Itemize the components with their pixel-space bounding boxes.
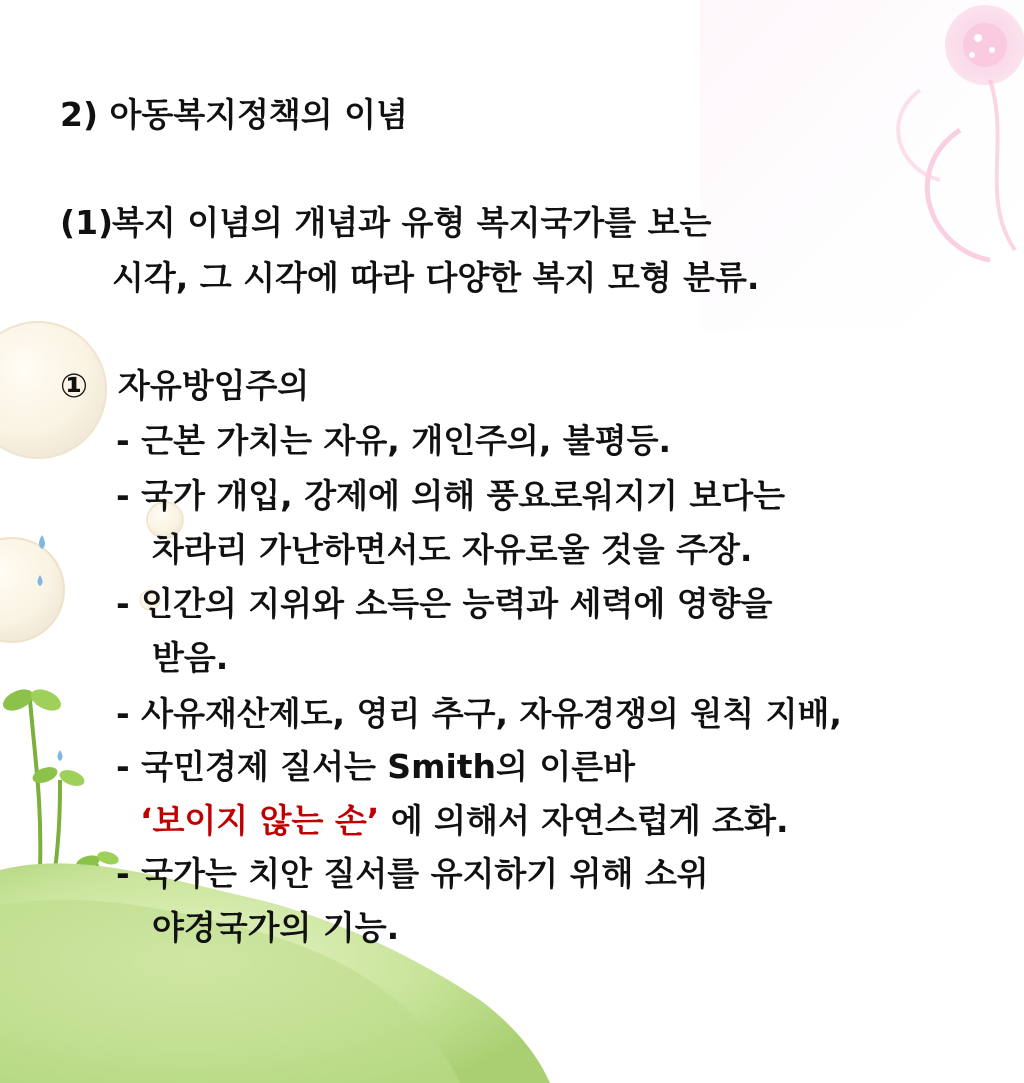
item-title: 자유방임주의 xyxy=(118,366,310,405)
pink-flower-icon xyxy=(945,5,1024,85)
item-marker: ① xyxy=(60,366,88,405)
bullet-values: - 근본 가치는 자유, 개인주의, 불평등. xyxy=(116,421,672,460)
invisible-hand-emphasis: ‘보이지 않는 손’ xyxy=(140,801,380,840)
subsection-marker: (1) xyxy=(60,203,114,242)
bullet-night-watchman-cont: 야경국가의 기능. xyxy=(152,908,400,947)
subsection-line-2: 시각, 그 시각에 따라 다양한 복지 모형 분류. xyxy=(112,258,760,297)
bullet-private-property: - 사유재산제도, 영리 추구, 자유경쟁의 원칙 지배, xyxy=(116,694,842,733)
bullet-status-income-cont: 받음. xyxy=(152,638,229,677)
bullet-state-intervention: - 국가 개입, 강제에 의해 풍요로워지기 보다는 xyxy=(116,476,785,515)
bullet-national-economy: - 국민경제 질서는 Smith의 이른바 xyxy=(116,747,636,786)
section-title: 2) 아동복지정책의 이념 xyxy=(60,95,408,134)
invisible-hand-rest: 에 의해서 자연스럽게 조화. xyxy=(379,801,789,840)
bullet-night-watchman: - 국가는 치안 질서를 유지하기 위해 소위 xyxy=(116,854,709,893)
bullet-national-economy-cont xyxy=(140,801,789,840)
bullet-status-income: - 인간의 지위와 소득은 능력과 세력에 영향을 xyxy=(116,584,773,623)
sprout-icon xyxy=(0,685,64,870)
bullet-state-intervention-cont: 차라리 가난하면서도 자유로울 것을 주장. xyxy=(152,530,753,569)
subsection-line-1: 복지 이념의 개념과 유형 복지국가를 보는 xyxy=(112,203,712,242)
